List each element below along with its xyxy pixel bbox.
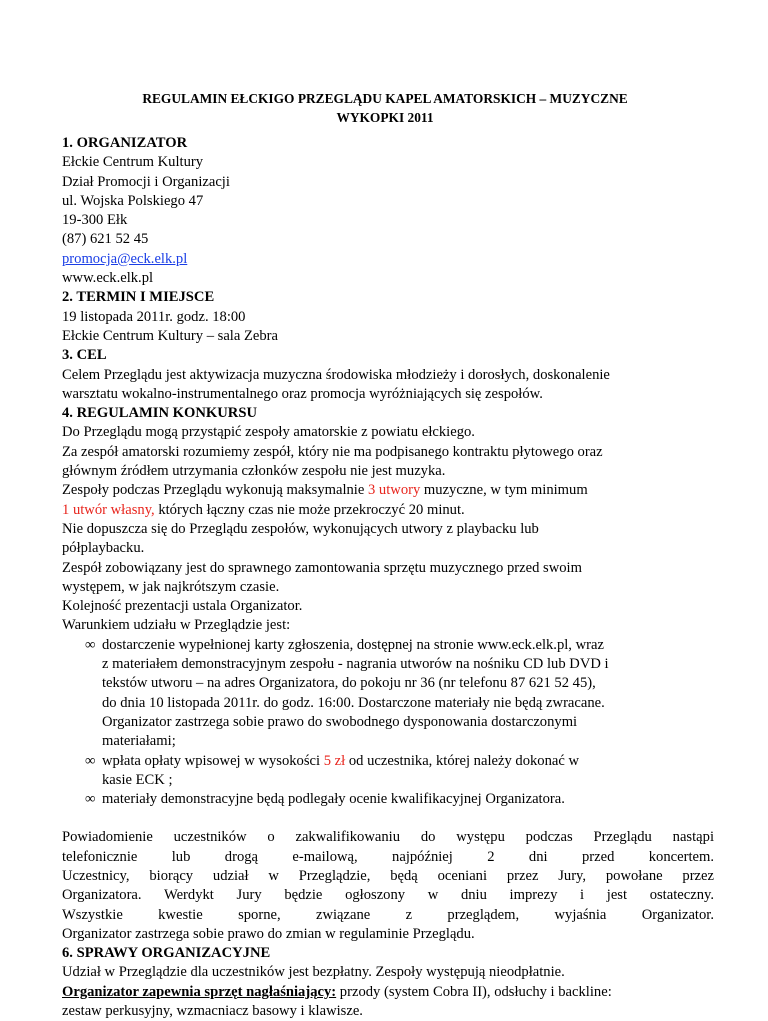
section-heading-date-place: 2. TERMIN I MIEJSCE [62, 289, 215, 306]
list-item [62, 752, 714, 791]
paragraph-line: Uczestnicy, biorący udział w Przeglądzie, będą oceniani przez Jury, powołane przez [62, 867, 714, 884]
organizer-website: www.eck.elk.pl [62, 270, 154, 287]
document-body [62, 134, 714, 1021]
rules-line-own-song [62, 501, 714, 520]
rules-line: Zespół zobowiązany jest do sprawnego zamontowania sprzętu muzycznego przed swoim [62, 559, 582, 576]
paragraph-spacer [62, 809, 714, 828]
list-item [62, 790, 714, 809]
list-item [62, 636, 714, 752]
bullet-icon: ∞ [85, 791, 96, 808]
bullet-icon: ∞ [85, 636, 96, 653]
equipment-heading: Organizator zapewnia sprzęt nagłaśniający: [62, 983, 337, 1000]
organizer-email-link[interactable]: promocja@eck.elk.pl [62, 250, 188, 267]
list-item-text: wpłata opłaty wpisowej w wysokości [102, 752, 324, 769]
list-item-text: materiały demonstracyjne będą podlegały ocenie kwalifikacyjnej Organizatora. [102, 791, 565, 808]
list-item-text: do dnia 10 listopada 2011r. do godz. 16:00. Dostarczone materiały nie będą zwracane. [102, 694, 605, 711]
rules-text: których łączny czas nie może przekroczyć 20 minut. [154, 501, 465, 518]
paragraph-line: Wszystkie kwestie sporne, związane z przeglądem, wyjaśnia Organizator. [62, 906, 714, 923]
goal-text-line-2: warsztatu wokalno-instrumentalnego oraz promocja wyróżniających się zespołów. [62, 385, 543, 402]
organizer-phone: (87) 621 52 45 [62, 231, 149, 248]
paragraph-line: Organizatora. Werdykt Jury będzie ogłoszony w dniu imprezy i jest ostateczny. [62, 887, 714, 904]
rules-text: Zespoły podczas Przeglądu wykonują maksymalnie [62, 482, 368, 499]
organization-equipment-line [62, 983, 714, 1002]
rules-line: Warunkiem udziału w Przeglądzie jest: [62, 617, 291, 634]
section-heading-rules: 4. REGULAMIN KONKURSU [62, 405, 257, 422]
organization-line: zestaw perkusyjny, wzmacniacz basowy i klawisze. [62, 1003, 363, 1020]
rules-line: półplaybacku. [62, 540, 145, 557]
section-heading-organization: 6. SPRAWY ORGANIZACYJNE [62, 945, 271, 962]
organization-line: Udział w Przeglądzie dla uczestników jest bezpłatny. Zespoły występują nieodpłatnie. [62, 964, 565, 981]
section-heading-organizer: 1. ORGANIZATOR [62, 135, 188, 151]
rules-line: Kolejność prezentacji ustala Organizator. [62, 598, 303, 615]
event-place: Ełckie Centrum Kultury – sala Zebra [62, 327, 278, 344]
rules-line: Za zespół amatorski rozumiemy zespół, który nie ma podpisanego kontraktu płytowego oraz [62, 443, 603, 460]
rules-text: muzyczne, w tym minimum [420, 482, 588, 499]
highlight-song-count: 3 utwory [367, 482, 421, 499]
organizer-department: Dział Promocji i Organizacji [62, 173, 230, 190]
rules-line-max-songs [62, 481, 714, 500]
event-date: 19 listopada 2011r. godz. 18:00 [62, 308, 246, 325]
title-line-2: WYKOPKI 2011 [336, 110, 434, 125]
rules-line: głównym źródłem utrzymania członków zespołu nie jest muzyka. [62, 463, 446, 480]
paragraph-line: telefonicznie lub drogą e-mailową, najpóźniej 2 dni przed koncertem. [62, 848, 714, 865]
list-item-text: od uczestnika, której należy dokonać w [345, 752, 580, 769]
list-item-text: dostarczenie wypełnionej karty zgłoszenia, dostępnej na stronie www.eck.elk.pl, wraz [102, 636, 604, 653]
organizer-name: Ełckie Centrum Kultury [62, 154, 204, 171]
notification-paragraph [62, 828, 714, 944]
rules-line: Nie dopuszcza się do Przeglądu zespołów, wykonujących utwory z playbacku lub [62, 520, 539, 537]
document-title [60, 89, 710, 127]
highlight-fee: 5 zł [323, 752, 346, 769]
list-item-text: materiałami; [102, 733, 176, 750]
paragraph-line: Organizator zastrzega sobie prawo do zmian w regulaminie Przeglądu. [62, 925, 475, 942]
rules-line: występem, w jak najkrótszym czasie. [62, 578, 280, 595]
list-item-text: kasie ECK ; [102, 771, 173, 788]
organizer-street: ul. Wojska Polskiego 47 [62, 192, 204, 209]
conditions-list [62, 636, 714, 810]
rules-line: Do Przeglądu mogą przystąpić zespoły amatorskie z powiatu ełckiego. [62, 424, 475, 441]
list-item-text [102, 752, 714, 771]
highlight-own-song: 1 utwór własny, [62, 501, 155, 518]
organizer-city: 19-300 Ełk [62, 212, 128, 229]
bullet-icon: ∞ [85, 752, 96, 769]
title-line-1: REGULAMIN EŁCKIGO PRZEGLĄDU KAPEL AMATORSKICH – MUZYCZNE [142, 91, 628, 106]
list-item-text: Organizator zastrzega sobie prawo do swobodnego dysponowania dostarczonymi [102, 713, 578, 730]
list-item-text: tekstów utworu – na adres Organizatora, do pokoju nr 36 (nr telefonu 87 621 52 45), [102, 675, 596, 692]
goal-text-line-1: Celem Przeglądu jest aktywizacja muzyczna środowiska młodzieży i dorosłych, doskonalenie [62, 366, 610, 383]
section-heading-goal: 3. CEL [62, 347, 107, 364]
list-item-text: z materiałem demonstracyjnym zespołu - nagrania utworów na nośniku CD lub DVD i [102, 656, 609, 673]
paragraph-line: Powiadomienie uczestników o zakwalifikowaniu do występu podczas Przeglądu nastąpi [62, 829, 714, 846]
organization-text: przody (system Cobra II), odsłuchy i backline: [336, 983, 612, 1000]
